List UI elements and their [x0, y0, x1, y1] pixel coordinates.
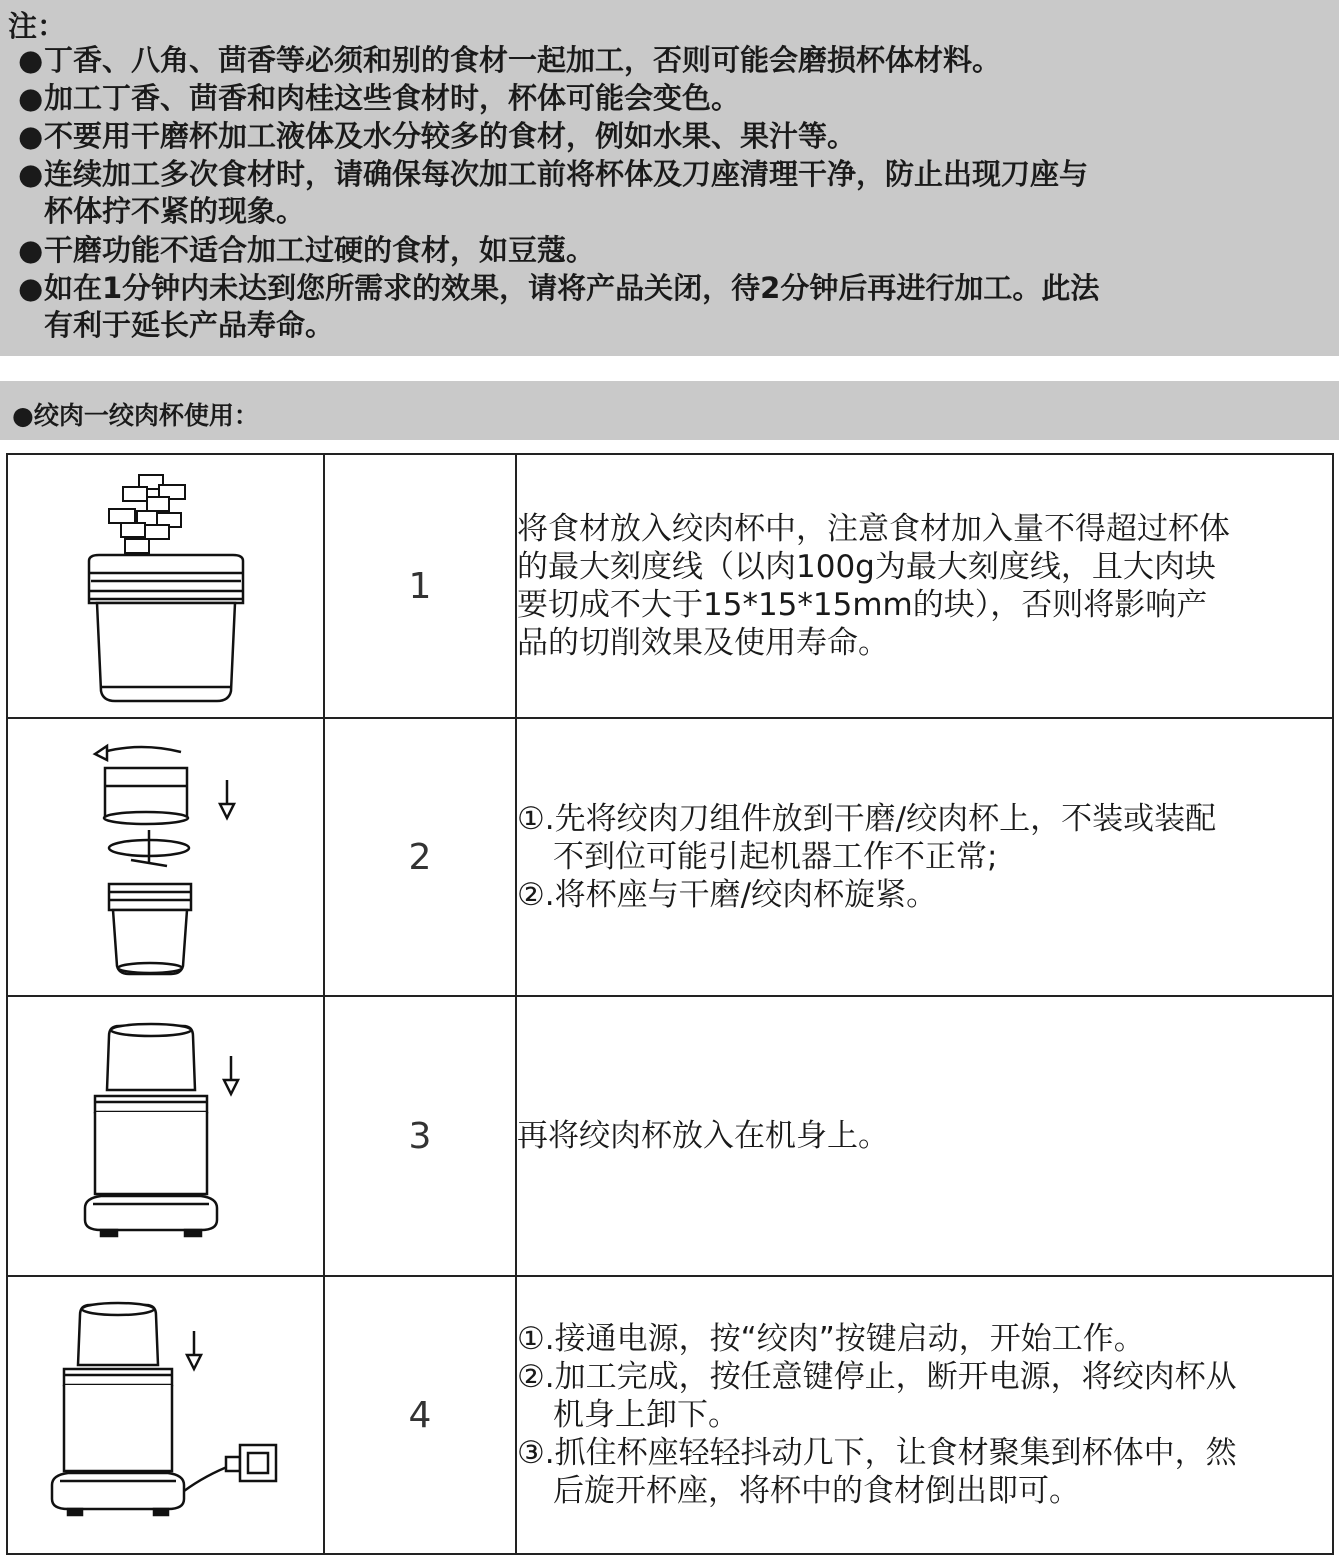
section-header — [0, 381, 1339, 440]
bullet-icon: ● — [18, 233, 44, 267]
illustration-cell — [7, 1276, 324, 1554]
step-line: ③.抓住杯座轻轻抖动几下，让食材聚集到杯体中，然 — [517, 1435, 1237, 1471]
step-line: 不到位可能引起机器工作不正常; — [553, 839, 998, 875]
illustration-cell — [7, 718, 324, 996]
step-line: 将食材放入绞肉杯中，注意食材加入量不得超过杯体 — [517, 511, 1230, 547]
note-item — [18, 118, 856, 155]
note-text: 连续加工多次食材时，请确保每次加工前将杯体及刀座清理干净，防止出现刀座与 — [44, 157, 1089, 191]
step-number: 4 — [324, 1276, 516, 1554]
food-cubes — [109, 475, 185, 553]
step-line: ②.将杯座与干磨/绞肉杯旋紧。 — [517, 877, 938, 913]
step-line: 品的切削效果及使用寿命。 — [517, 625, 889, 661]
illustration-cell — [7, 454, 324, 718]
step-description — [516, 718, 1333, 996]
step-line: ②.加工完成，按任意键停止，断开电源，将绞肉杯从 — [517, 1359, 1237, 1395]
note-item — [18, 232, 595, 269]
table-row — [7, 718, 1333, 996]
step-line: 再将绞肉杯放入在机身上。 — [517, 1118, 889, 1154]
note-text-continued: 有利于延长产品寿命。 — [44, 308, 335, 342]
bullet-icon: ● — [18, 43, 44, 77]
section-title: ●绞肉一绞肉杯使用： — [12, 401, 259, 430]
note-item — [18, 156, 1088, 230]
note-item — [18, 270, 1099, 344]
notes-title: 注： — [8, 9, 67, 43]
step-line: 的最大刻度线（以肉100g为最大刻度线，且大肉块 — [517, 549, 1216, 585]
step-line: 后旋开杯座，将杯中的食材倒出即可。 — [553, 1473, 1080, 1509]
step-line: ①.接通电源，按“绞肉”按键启动，开始工作。 — [517, 1321, 1145, 1357]
cup-on-base-plugged-in-icon — [46, 1295, 286, 1535]
bullet-icon: ● — [18, 271, 44, 305]
step-line: 机身上卸下。 — [553, 1397, 739, 1433]
step-description — [516, 996, 1333, 1276]
step-line: 要切成不大于15*15*15mm的块），否则将影响产 — [517, 587, 1208, 623]
note-text: 丁香、八角、茴香等必须和别的食材一起加工，否则可能会磨损杯体材料。 — [44, 43, 1002, 77]
notes-panel — [0, 0, 1339, 356]
cup-with-food-cubes-icon — [81, 461, 251, 711]
step-line: ①.先将绞肉刀组件放到干磨/绞肉杯上，不装或装配 — [517, 801, 1217, 837]
note-item — [18, 80, 740, 117]
note-text-continued: 杯体拧不紧的现象。 — [44, 194, 306, 228]
note-text: 如在1分钟内未达到您所需求的效果，请将产品关闭，待2分钟后再进行加工。此法 — [44, 271, 1100, 305]
bullet-icon: ● — [18, 157, 44, 191]
note-item — [18, 42, 1001, 79]
blade-assembly-exploded-icon — [81, 732, 251, 982]
step-number: 3 — [324, 996, 516, 1276]
note-text: 干磨功能不适合加工过硬的食材，如豆蔻。 — [44, 233, 596, 267]
bullet-icon: ● — [18, 119, 44, 153]
note-text: 不要用干磨杯加工液体及水分较多的食材，例如水果、果汁等。 — [44, 119, 857, 153]
bullet-icon: ● — [18, 81, 44, 115]
step-number: 2 — [324, 718, 516, 996]
step-number: 1 — [324, 454, 516, 718]
note-text: 加工丁香、茴香和肉桂这些食材时，杯体可能会变色。 — [44, 81, 741, 115]
steps-table — [6, 453, 1334, 1555]
table-row — [7, 1276, 1333, 1554]
table-row — [7, 454, 1333, 718]
illustration-cell — [7, 996, 324, 1276]
step-description — [516, 454, 1333, 718]
cup-on-base-icon — [71, 1016, 261, 1256]
step-description — [516, 1276, 1333, 1554]
table-row — [7, 996, 1333, 1276]
